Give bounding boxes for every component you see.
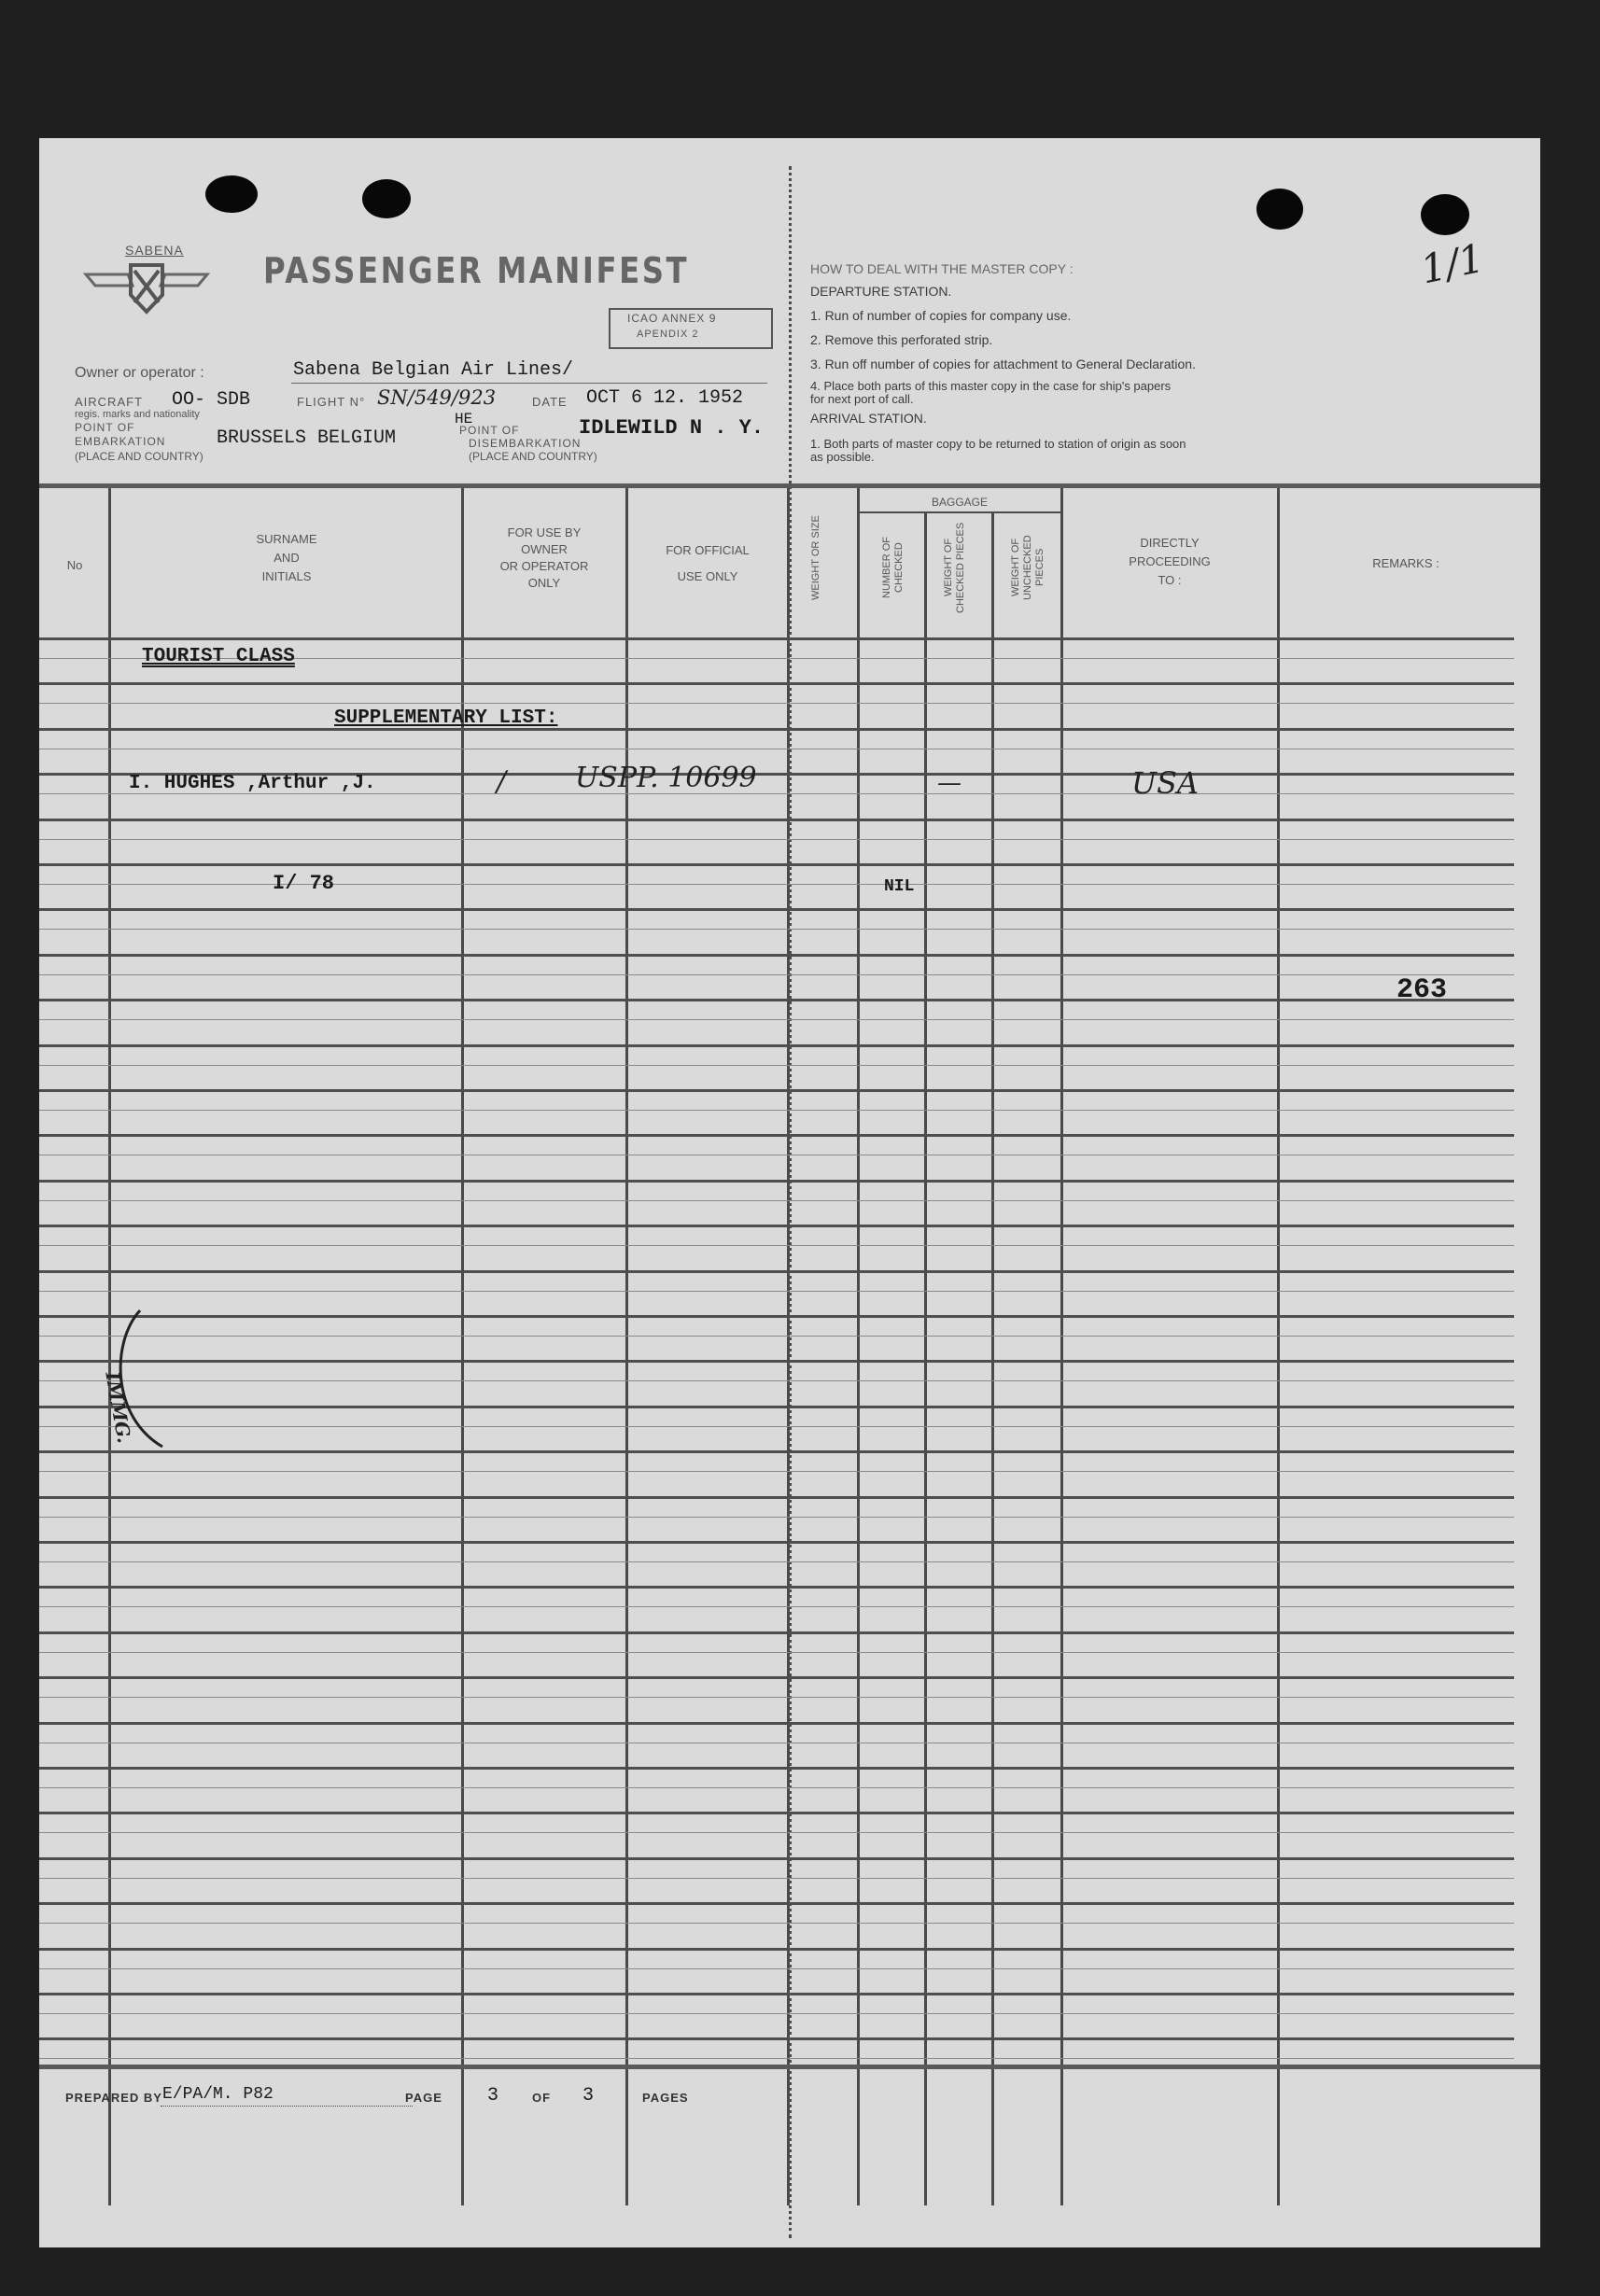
table-row-line	[39, 1315, 1514, 1318]
table-row-guide	[39, 1380, 1514, 1381]
page-value: 3	[487, 2085, 499, 2107]
table-row-line	[39, 1857, 1514, 1860]
owner-label: Owner or operator :	[75, 365, 204, 381]
total-pages-value: 3	[582, 2085, 595, 2107]
disembark-prefix: HE	[455, 411, 473, 427]
col-owner-use-line: OWNER	[521, 542, 568, 556]
table-row-line	[39, 2037, 1514, 2040]
table-row-line	[39, 1044, 1514, 1047]
destination-value: USA	[1131, 765, 1199, 801]
owner-tick: /	[497, 765, 507, 798]
table-row-guide	[39, 1787, 1514, 1788]
col-bag-weight-unchecked-header: WEIGHT OF UNCHECKED PIECES	[1010, 535, 1046, 600]
header-divider	[39, 483, 1540, 488]
col-directly-line: TO :	[1158, 573, 1182, 587]
icao-annex-line: APENDIX 2	[637, 329, 699, 340]
col-surname-line: INITIALS	[261, 569, 312, 583]
page-label: PAGE	[405, 2091, 442, 2105]
col-bag-weight-checked-header: WEIGHT OF CHECKED PIECES	[943, 522, 966, 613]
table-row-line	[39, 1902, 1514, 1905]
table-row-line	[39, 682, 1514, 685]
immigration-stamp	[101, 1305, 190, 1454]
passenger-name: I. HUGHES ,Arthur ,J.	[129, 773, 376, 794]
table-row-line	[39, 819, 1514, 821]
embark-value: BRUSSELS BELGIUM	[217, 427, 397, 449]
sabena-logo	[77, 237, 217, 319]
form-title: PASSENGER MANIFEST	[263, 250, 690, 291]
aircraft-value: OO- SDB	[172, 389, 251, 411]
table-row-line	[39, 1586, 1514, 1589]
table-row-guide	[39, 1065, 1514, 1066]
table-row-guide	[39, 974, 1514, 975]
table-row-line	[39, 1496, 1514, 1499]
table-row-line	[39, 1134, 1514, 1137]
table-row-line	[39, 1676, 1514, 1679]
table-row-guide	[39, 1336, 1514, 1337]
logo-text: SABENA	[125, 243, 184, 258]
disembark-sub: (PLACE AND COUNTRY)	[469, 450, 597, 463]
table-row-guide	[39, 1019, 1514, 1020]
icao-annex-line: ICAO ANNEX 9	[627, 312, 717, 325]
table-row-line	[39, 1450, 1514, 1453]
instruction-item: 3. Run off number of copies for attachment to General Declaration.	[810, 357, 1196, 371]
table-row-line	[39, 1360, 1514, 1363]
embark-label: EMBARKATION	[75, 435, 166, 448]
class-label: TOURIST CLASS	[142, 646, 295, 667]
instructions-heading: HOW TO DEAL WITH THE MASTER COPY :	[810, 261, 1074, 276]
disembark-label: POINT OF	[459, 424, 520, 437]
instruction-item: 1. Both parts of master copy to be returned to station of origin as soon	[810, 437, 1186, 451]
footer-divider	[39, 2065, 1540, 2069]
date-value: OCT 6 12. 1952	[586, 387, 744, 409]
prepared-underline	[161, 2106, 413, 2107]
table-row-guide	[39, 2013, 1514, 2014]
aircraft-label: AIRCRAFT	[75, 395, 143, 409]
table-row-line	[39, 1089, 1514, 1092]
owner-underline	[291, 383, 767, 384]
bag-nil: NIL	[884, 877, 915, 896]
pages-label: PAGES	[642, 2091, 689, 2105]
baggage-header-line	[857, 511, 1060, 513]
corner-fraction-mark: 1/1	[1416, 234, 1488, 293]
instruction-item: ARRIVAL STATION.	[810, 411, 927, 426]
col-weight-header: WEIGHT OR SIZE	[810, 515, 821, 601]
col-owner-use-line: FOR USE BY	[507, 525, 582, 539]
table-row-line	[39, 1270, 1514, 1273]
instructions-departure: DEPARTURE STATION.	[810, 284, 952, 299]
table-row-line	[39, 1225, 1514, 1227]
instruction-item: 4. Place both parts of this master copy in the case for ship's papers	[810, 379, 1172, 393]
col-surname-line: SURNAME	[256, 532, 317, 546]
col-directly-line: PROCEEDING	[1129, 554, 1211, 568]
table-row-line	[39, 1767, 1514, 1770]
col-baggage-header: BAGGAGE	[931, 496, 989, 509]
punch-hole	[1421, 194, 1469, 235]
col-official-header	[631, 538, 784, 590]
punch-hole	[205, 175, 258, 213]
table-row-line	[39, 954, 1514, 957]
table-row-line	[39, 1541, 1514, 1544]
col-owner-use-line: OR OPERATOR	[499, 559, 589, 573]
col-remarks-header: REMARKS :	[1372, 556, 1439, 570]
table-row-guide	[39, 1471, 1514, 1472]
table-row-line	[39, 1812, 1514, 1814]
manifest-page	[39, 138, 1540, 2247]
instruction-item: 2. Remove this perforated strip.	[810, 332, 993, 347]
table-row-guide	[39, 703, 1514, 704]
table-row-guide	[39, 1652, 1514, 1653]
table-row-guide	[39, 1200, 1514, 1201]
table-row-line	[39, 1180, 1514, 1183]
punch-hole	[1256, 189, 1303, 230]
prepared-label: PREPARED BY	[65, 2091, 162, 2105]
instruction-item: 1. Run of number of copies for company use.	[810, 308, 1072, 323]
table-row-guide	[39, 839, 1514, 840]
table-row-line	[39, 1993, 1514, 1995]
table-row-guide	[39, 1697, 1514, 1698]
col-directly-line: DIRECTLY	[1140, 536, 1200, 550]
column-line	[924, 511, 927, 2205]
supplementary-list-label: SUPPLEMENTARY LIST:	[334, 707, 558, 729]
table-row-line	[39, 728, 1514, 731]
table-row-line	[39, 999, 1514, 1001]
col-official-line: FOR OFFICIAL	[666, 543, 750, 557]
col-directly-header	[1066, 534, 1273, 590]
table-row-guide	[39, 2058, 1514, 2059]
table-row-line	[39, 1631, 1514, 1634]
disembark-value: IDLEWILD N . Y.	[579, 416, 765, 440]
table-row-line	[39, 863, 1514, 866]
punch-hole	[362, 179, 411, 218]
date-label: DATE	[532, 395, 568, 409]
col-surname-line: AND	[274, 551, 300, 565]
table-row-line	[39, 637, 1514, 640]
table-row-guide	[39, 1517, 1514, 1518]
table-row-guide	[39, 1878, 1514, 1879]
stamp-text: IMMG.	[101, 1370, 136, 1445]
table-row-guide	[39, 884, 1514, 885]
remarks-number: 263	[1396, 974, 1448, 1006]
embark-label: POINT OF	[75, 421, 135, 434]
table-row-guide	[39, 1832, 1514, 1833]
col-surname-header	[123, 530, 450, 586]
col-owner-use-header	[467, 525, 622, 592]
col-official-line: USE ONLY	[677, 569, 738, 583]
bag-dash: —	[937, 769, 961, 797]
table-row-guide	[39, 1968, 1514, 1969]
table-row-line	[39, 1722, 1514, 1725]
col-bag-number-header: NUMBER OF CHECKED	[881, 537, 905, 598]
instruction-item: for next port of call.	[810, 392, 914, 406]
col-no-header: No	[66, 558, 83, 572]
icao-annex-box	[609, 308, 773, 349]
table-row-guide	[39, 1245, 1514, 1246]
table-row-guide	[39, 1561, 1514, 1562]
table-row-guide	[39, 1923, 1514, 1924]
table-row-line	[39, 908, 1514, 911]
of-label: OF	[532, 2091, 552, 2105]
table-row-line	[39, 1406, 1514, 1408]
aircraft-sub: regis. marks and nationality	[75, 409, 200, 420]
disembark-label: DISEMBARKATION	[469, 437, 582, 450]
table-row-guide	[39, 1426, 1514, 1427]
column-line	[991, 511, 994, 2205]
flight-label: FLIGHT N°	[297, 395, 366, 409]
prepared-value: E/PA/M. P82	[162, 2085, 274, 2104]
flight-value: SN/549/923	[377, 386, 497, 409]
visa-number: USPP. 10699	[575, 762, 757, 794]
embark-sub: (PLACE AND COUNTRY)	[75, 450, 204, 463]
table-row-guide	[39, 929, 1514, 930]
owner-value: Sabena Belgian Air Lines/	[293, 359, 574, 381]
instruction-item: as possible.	[810, 450, 875, 464]
table-row-guide	[39, 1291, 1514, 1292]
table-row-line	[39, 1948, 1514, 1951]
table-row-guide	[39, 1110, 1514, 1111]
col-owner-use-line: ONLY	[527, 576, 561, 590]
table-row-guide	[39, 1606, 1514, 1607]
passenger-count: I/ 78	[273, 872, 335, 895]
